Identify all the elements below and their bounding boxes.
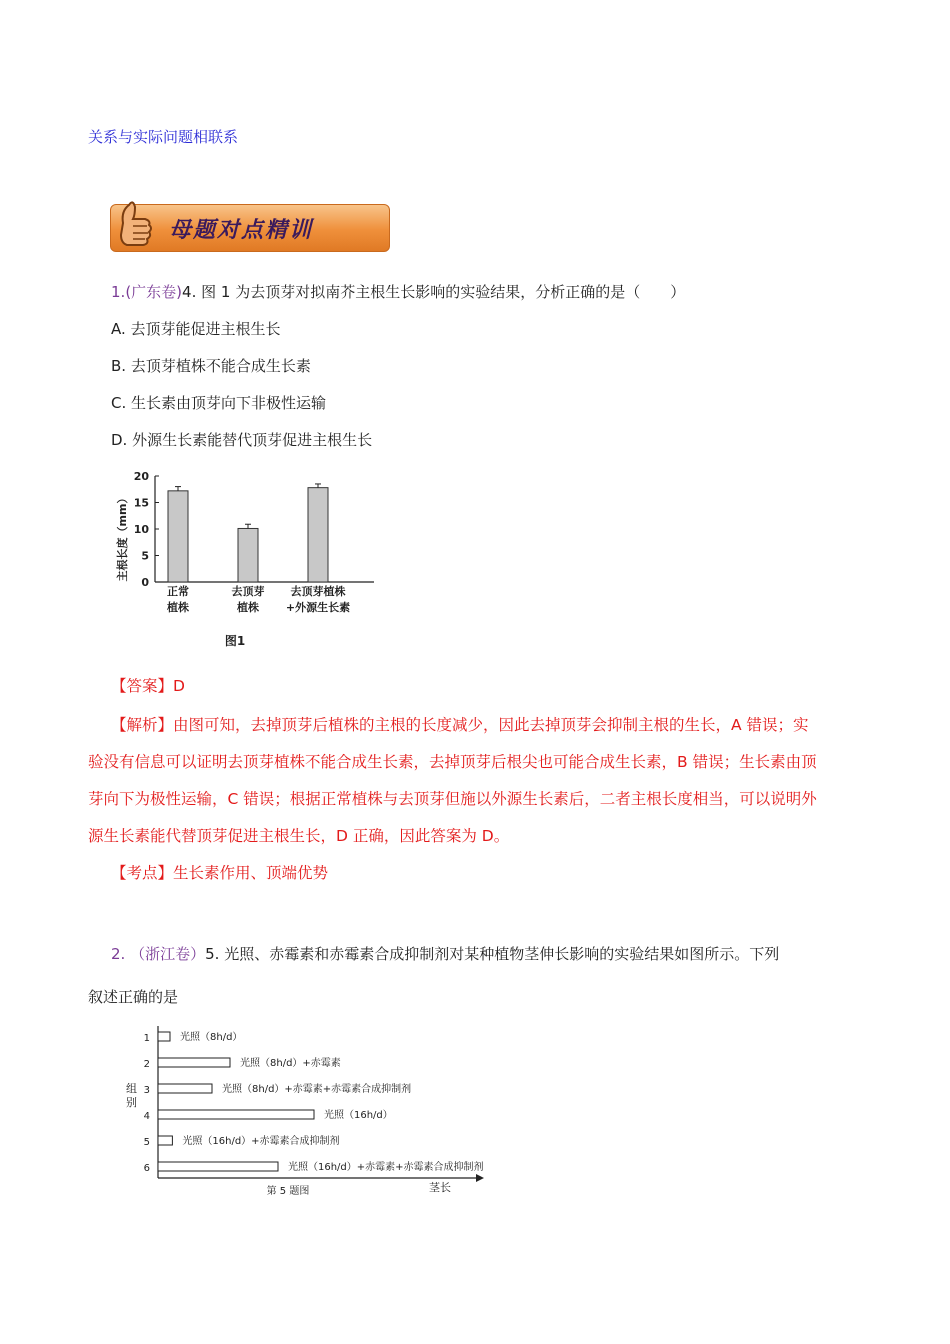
figure-1-chart [112,465,382,655]
analysis-line-3: 芽向下为极性运输，C 错误；根据正常植株与去顶芽但施以外源生长素后，二者主根长度相当，可以说明外 [88,790,817,808]
option-a: A. 去顶芽能促进主根生长 [111,320,281,338]
row-number: 6 [143,1163,150,1174]
section-link[interactable]: 关系与实际问题相联系 [88,128,239,146]
analysis-line-1 [111,713,809,735]
answer-line [111,674,185,696]
question-text: 4. 图 1 为去顶芽对拟南芥主根生长影响的实验结果，分析正确的是（ ） [182,283,686,301]
bar-label: 光照（8h/d）+赤霉素+赤霉素合成抑制剂 [222,1084,412,1095]
y-tick-label: 10 [133,523,149,536]
bar [158,1162,278,1171]
answer-value: D [173,677,185,695]
y-tick-label: 15 [133,496,149,510]
y-tick-label: 5 [141,549,149,563]
row-number: 3 [143,1085,150,1096]
question-text: 5. 光照、赤霉素和赤霉素合成抑制剂对某种植物茎伸长影响的实验结果如图所示。下列 [205,945,780,963]
bar [158,1032,170,1041]
row-number: 1 [143,1033,150,1044]
question-source: （浙江卷） [130,945,206,963]
point-value: 生长素作用、顶端优势 [173,864,329,882]
thumbs-up-icon [115,195,155,251]
x-tick-label: 植株 [237,601,259,614]
bar-label: 光照（8h/d） [180,1032,243,1043]
point-label: 【考点】 [111,864,174,882]
bar [238,528,258,582]
bar [158,1084,212,1093]
question-1-stem [111,281,685,302]
question-number: 2. [111,945,126,963]
x-tick-label: 去顶芽 [231,585,265,598]
analysis-line-2: 验没有信息可以证明去顶芽植株不能合成生长素，去掉顶芽后根尖也可能合成生长素，B 错误；生长素由顶 [88,753,817,771]
bar [168,491,188,582]
section-banner [110,204,390,252]
banner-title: 母题对点精训 [169,218,314,243]
y-axis-label: 组别 [126,1082,137,1109]
bar [158,1136,172,1145]
row-number: 2 [143,1059,150,1070]
option-d: D. 外源生长素能替代顶芽促进主根生长 [111,431,373,449]
chart-title: 第 5 题图 [266,1186,310,1197]
question-2-stem-line-2: 叙述正确的是 [88,988,179,1006]
bar-label: 光照（16h/d） [324,1110,393,1121]
figure-5-chart [114,1018,494,1203]
question-source: (广东卷) [125,283,183,301]
question-number: 1. [111,283,126,301]
x-tick-label: 正常 [167,585,189,598]
bar-label: 光照（8h/d）+赤霉素 [240,1058,341,1069]
analysis-line-4: 源生长素能代替顶芽促进主根生长，D 正确，因此答案为 D。 [88,827,510,845]
x-tick-label: 植株 [167,601,189,614]
row-number: 4 [143,1111,150,1122]
question-2-stem [111,943,779,964]
y-axis-label: 主根长度（mm） [116,492,129,582]
answer-label: 【答案】 [111,677,174,695]
x-tick-label: 去顶芽植株 [290,585,346,598]
x-axis-arrow [476,1174,484,1182]
bar [158,1110,314,1119]
bar-label: 光照（16h/d）+赤霉素合成抑制剂 [182,1136,340,1147]
bar [158,1058,230,1067]
bar [308,488,328,582]
option-b: B. 去顶芽植株不能合成生长素 [111,357,311,375]
x-axis-label: 茎长 [429,1181,451,1194]
x-tick-label: +外源生长素 [285,601,351,614]
chart-title: 图1 [224,634,246,648]
option-c: C. 生长素由顶芽向下非极性运输 [111,394,327,412]
point-line [111,861,328,883]
row-number: 5 [143,1137,150,1148]
y-tick-label: 20 [133,470,149,483]
analysis-text: 由图可知，去掉顶芽后植株的主根的长度减少，因此去掉顶芽会抑制主根的生长，A 错误；实 [173,716,809,734]
bar-label: 光照（16h/d）+赤霉素+赤霉素合成抑制剂 [288,1162,484,1173]
y-tick-label: 0 [141,576,149,589]
analysis-label: 【解析】 [111,716,174,734]
